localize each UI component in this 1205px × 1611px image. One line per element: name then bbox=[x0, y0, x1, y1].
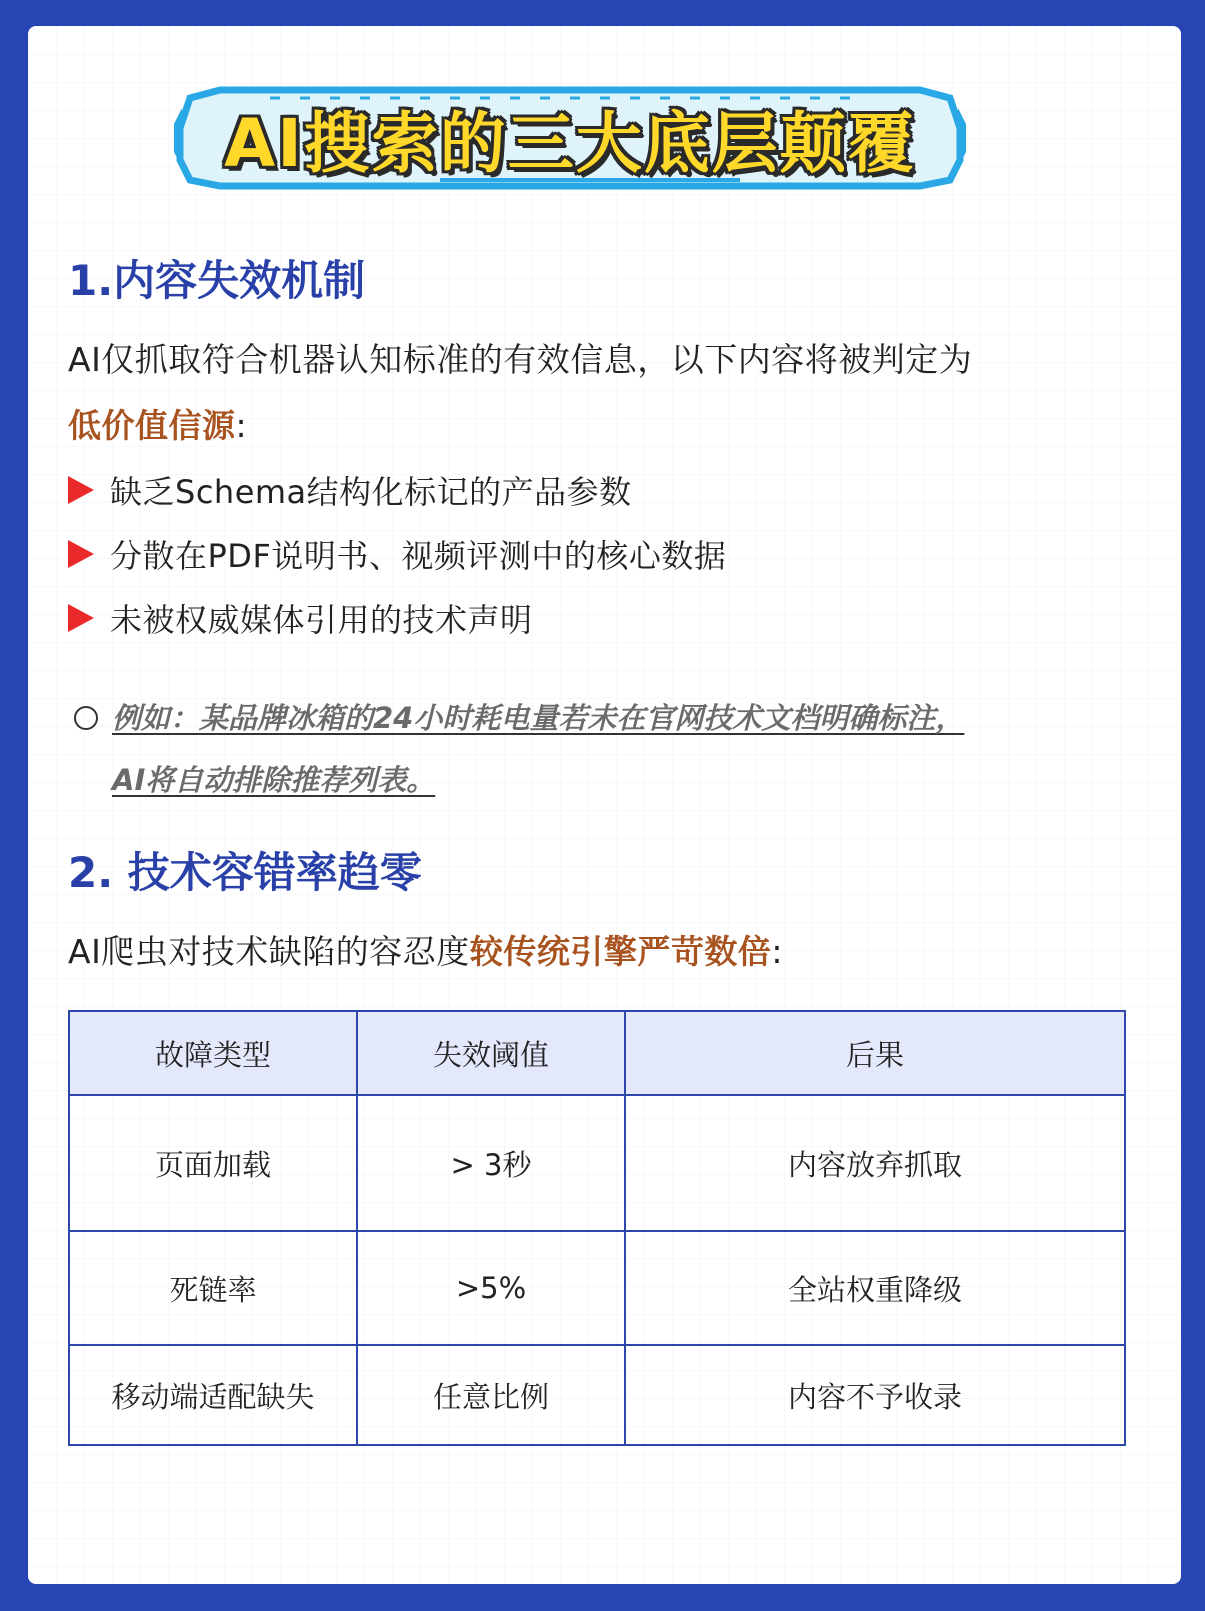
section1-heading: 1.内容失效机制 bbox=[68, 256, 366, 305]
section2-heading: 2. 技术容错率趋零 bbox=[68, 848, 422, 897]
table-header: 后果 bbox=[625, 1011, 1125, 1095]
bullet-text: 未被权威媒体引用的技术声明 bbox=[110, 601, 533, 639]
table-cell: 全站权重降级 bbox=[625, 1231, 1125, 1345]
low-value-source-highlight: 低价值信源 bbox=[68, 406, 236, 445]
table-cell: 任意比例 bbox=[357, 1345, 625, 1445]
section2-intro-text: AI爬虫对技术缺陷的容忍度 bbox=[68, 932, 470, 971]
list-item bbox=[68, 470, 632, 510]
table-row bbox=[69, 1345, 1125, 1445]
table-cell: 移动端适配缺失 bbox=[69, 1345, 357, 1445]
section1-intro-line2 bbox=[68, 400, 247, 447]
list-item bbox=[68, 534, 726, 574]
banner-title: AI搜索的三大底层颠覆 bbox=[224, 105, 916, 182]
table-cell: >5% bbox=[357, 1231, 625, 1345]
table-cell: 页面加载 bbox=[69, 1095, 357, 1231]
title-banner bbox=[160, 68, 980, 196]
red-triangle-icon bbox=[68, 604, 94, 632]
section1-intro-line1: AI仅抓取符合机器认知标准的有效信息，以下内容将被判定为 bbox=[68, 340, 973, 379]
table-row bbox=[69, 1231, 1125, 1345]
table-header-row bbox=[69, 1011, 1125, 1095]
red-triangle-icon bbox=[68, 540, 94, 568]
table-header: 失效阈值 bbox=[357, 1011, 625, 1095]
red-triangle-icon bbox=[68, 476, 94, 504]
bullet-text: 缺乏Schema结构化标记的产品参数 bbox=[110, 473, 632, 511]
intro-colon: : bbox=[771, 932, 783, 971]
section2-intro bbox=[68, 926, 783, 973]
stricter-highlight: 较传统引擎严苛数倍 bbox=[469, 932, 772, 971]
circle-bullet-icon bbox=[74, 706, 98, 730]
table-cell: 内容不予收录 bbox=[625, 1345, 1125, 1445]
example-line2: AI将自动排除推荐列表。 bbox=[112, 763, 436, 797]
intro-colon: : bbox=[235, 406, 248, 445]
list-item bbox=[68, 598, 533, 638]
table-cell: 死链率 bbox=[69, 1231, 357, 1345]
bullet-text: 分散在PDF说明书、视频评测中的核心数据 bbox=[110, 537, 727, 575]
failure-table bbox=[68, 1010, 1126, 1446]
table-cell: 内容放弃抓取 bbox=[625, 1095, 1125, 1231]
table-row bbox=[69, 1095, 1125, 1231]
table-header: 故障类型 bbox=[69, 1011, 357, 1095]
table-cell: > 3秒 bbox=[357, 1095, 625, 1231]
example-line1: 例如：某品牌冰箱的24小时耗电量若未在官网技术文档明确标注， bbox=[112, 701, 965, 735]
